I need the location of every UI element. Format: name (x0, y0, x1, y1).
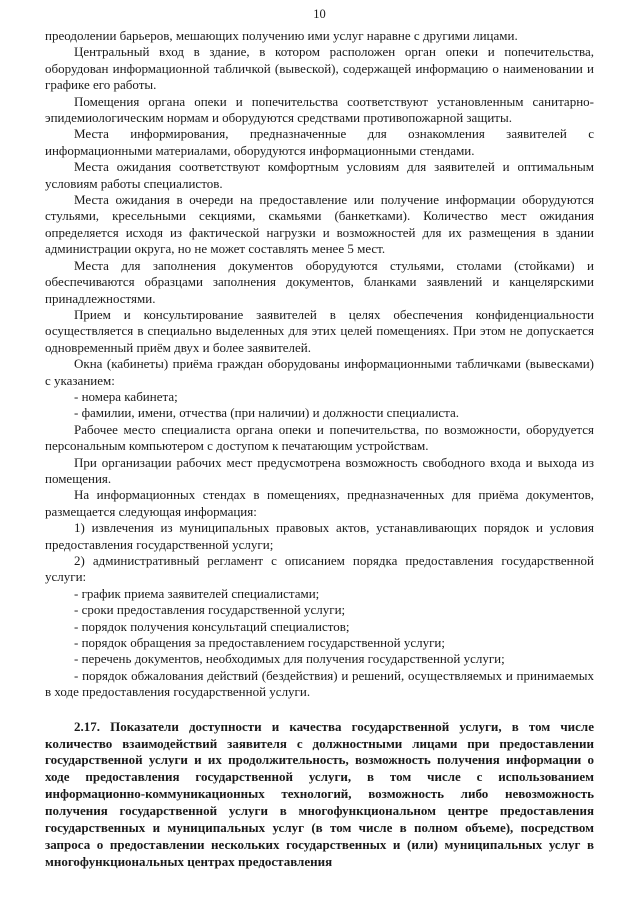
paragraph: На информационных стендах в помещениях, предназначенных для приёма документов, размещается следующая информация: (45, 487, 594, 519)
list-item: 1) извлечения из муниципальных правовых актов, устанавливающих порядок и условия предоставления государственной услуги; (45, 520, 594, 552)
list-item: 2) административный регламент с описанием порядка предоставления государственной услуги: (45, 553, 594, 585)
list-item: - сроки предоставления государственной услуги; (74, 602, 346, 618)
list-item: - порядок обжалования действий (бездействия) и решений, осуществляемых и принимаемых в ходе предоставления государственной услуги. (45, 667, 594, 700)
section-spacer (45, 701, 594, 719)
paragraph: При организации рабочих мест предусмотрена возможность свободного входа и выхода из помещения. (45, 454, 594, 486)
paragraph: Рабочее место специалиста органа опеки и попечительства, по возможности, оборудуется персональным компьютером с доступом к печатающим устройствам. (45, 421, 594, 454)
list-item: - номера кабинета; (74, 388, 178, 404)
paragraph: Места для заполнения документов оборудуются стульями, столами (стойками) и обеспечиваются образцами заполнения документов, бланками заявлений и канцелярскими принадлежностями. (45, 257, 594, 306)
page-number: 10 (313, 7, 326, 21)
paragraph: Прием и консультирование заявителей в целях обеспечения конфиденциальности осуществляется в специально выделенных для этих целей помещениях. При этом не допускается одновременный приём двух и более заявителей. (45, 306, 594, 355)
list-item: - порядок получения консультаций специалистов; (74, 618, 350, 634)
list-item: - перечень документов, необходимых для получения государственной услуги; (74, 651, 505, 667)
section-heading: 2.17. Показатели доступности и качества государственной услуги, в том числе количество взаимодействий заявителя с должностными лицами при предоставлении государственной услуги и их продолжительность, возможность получения информации о ходе предоставления государственной услуги, в том числе с использованием информационно-коммуникационных технологий, возможность либо невозможность получения государственной услуги в многофункциональном центре предоставления государственных и муниципальных услуг (в том числе в полном объеме), посредством запроса о предоставлении нескольких государственных и (или) муниципальных услуг в многофункциональных центрах предоставления (45, 718, 594, 869)
paragraph: Помещения органа опеки и попечительства соответствуют установленным санитарно-эпидемиологическим нормам и оборудуются средствами противопожарной защиты. (45, 93, 594, 126)
list-item: - фамилии, имени, отчества (при наличии) и должности специалиста. (74, 405, 460, 421)
paragraph: преодолении барьеров, мешающих получению ими услуг наравне с другими лицами. (45, 28, 518, 43)
paragraph: Места информирования, предназначенные для ознакомления заявителей с информационными материалами, оборудуются информационными стендами. (45, 126, 594, 158)
paragraph: Окна (кабинеты) приёма граждан оборудованы информационными табличками (вывесками) с указанием: (45, 356, 594, 388)
paragraph: Центральный вход в здание, в котором расположен орган опеки и попечительства, оборудован информационной табличкой (вывеской), содержащей информацию о наименовании и графике его работы. (45, 44, 594, 93)
list-item: - порядок обращения за предоставлением государственной услуги; (74, 635, 445, 651)
paragraph: Места ожидания соответствуют комфортным условиям для заявителей и оптимальным условиям работы специалистов. (45, 159, 594, 191)
paragraph: Места ожидания в очереди на предоставление или получение информации оборудуются стульями, кресельными секциями, скамьями (банкетками). Количество мест ожидания определяется исходя из фактической нагрузки и возможностей для их размещения в здании администрации округа, но не может составлять менее 5 мест. (45, 192, 594, 257)
document-body (45, 28, 594, 871)
list-item: - график приема заявителей специалистами; (74, 585, 320, 601)
